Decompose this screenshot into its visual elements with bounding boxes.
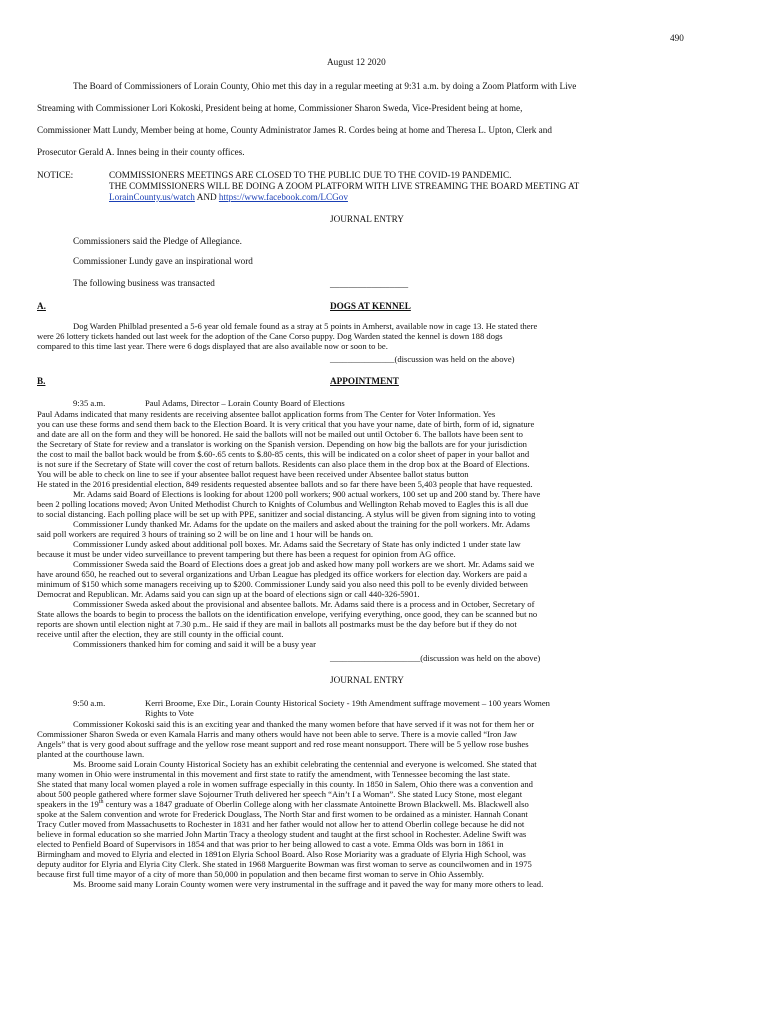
section-b-line: He stated in the 2016 presidential election, 849 residents requested absentee ballots and so far there have been 5,403 people that have requested. <box>37 479 533 489</box>
journal-entry-heading-2: JOURNAL ENTRY <box>330 675 404 685</box>
section-c-line: about 500 people gathered where former slave Sojourner Truth delivered her speech “Ain’t I a Woman”. She stated Lucy Stone, most elegant <box>37 789 523 799</box>
intro-line-3: Commissioner Matt Lundy, Member being at home, County Administrator James R. Cordes being at home and Theresa L. Upton, Clerk and <box>37 125 552 135</box>
notice-line-2: THE COMMISSIONERS WILL BE DOING A ZOOM PLATFORM WITH LIVE STREAMING THE BOARD MEETING AT <box>109 181 580 191</box>
section-c-speaker-line-2: Rights to Vote <box>145 708 194 718</box>
section-c-line: deputy auditor for Elyria and Elyria City Clerk. She stated in 1968 Marguerite Bowman was first woman to serve as councilwomen and in 1975 <box>37 859 532 869</box>
section-c-line: because first full time mayor of a city of more than 50,000 in population and then became first woman to serve in Ohio Assembly. <box>37 869 484 879</box>
business-line: The following business was transacted <box>73 278 215 288</box>
section-b-line: Mr. Adams said Board of Elections is looking for about 1200 poll workers; 900 actual workers, 100 set up and 200 stand by. There have <box>73 489 541 499</box>
facebook-link[interactable]: https://www.facebook.com/LCGov <box>218 192 348 202</box>
section-b-line: have around 650, he reached out to several organizations and Urban League has pledged its office workers for election day. Workers are paid a <box>37 569 528 579</box>
intro-line-1: The Board of Commissioners of Lorain County, Ohio met this day in a regular meeting at 9:31 a.m. by doing a Zoom Platform with Live <box>73 81 577 91</box>
section-c-line: Birmingham and moved to Elyria and elected in 1891on Elyria School Board. Also Rose Moriarity was a graduate of Elyria High School, was <box>37 849 526 859</box>
section-c-line-9-rest: century was a 1847 graduate of Oberlin College along with her classmate Antoinette Brown Blackwell. Ms. Blackwell also <box>103 799 529 809</box>
section-b-line: Commissioner Sweda asked about the provisional and absentee ballots. Mr. Adams said there is a process and in October, Secretary of <box>73 599 535 609</box>
business-rule: _________________ <box>330 279 409 289</box>
section-a-line: Dog Warden Philblad presented a 5-6 year old female found as a stray at 5 points in Amherst, available now in cage 13. He stated there <box>73 321 538 331</box>
pledge-line: Commissioners said the Pledge of Allegiance. <box>73 236 242 246</box>
superscript-th: th <box>98 799 104 806</box>
section-b-line: Commissioner Lundy asked about additional poll boxes. Mr. Adams said the Secretary of State has only indicted 1 under state law <box>73 539 521 549</box>
section-b-line: State allows the boards to begin to process the ballots on the identification envelope, verifying everything, once good, they can be scanned but no <box>37 609 538 619</box>
section-b-heading: APPOINTMENT <box>330 376 399 386</box>
section-b-line: and date are all on the form and they will be honored. He said the ballots will not be mailed out until October 6. The ballots have been sent to <box>37 429 523 439</box>
section-b-line: the Secretary of State for review and a translator is working on the Spanish version. Depending on how big the ballots are for your jurisdiction <box>37 439 527 449</box>
section-b-line: to social distancing. Each polling place will be set up with PPE, sanitizer and social distancing. A stylus will be given from signing into to voting <box>37 509 536 519</box>
section-b-line: receive until after the election, they are still county in the official count. <box>37 629 284 639</box>
notice-line-1: COMMISSIONERS MEETINGS ARE CLOSED TO THE PUBLIC DUE TO THE COVID-19 PANDEMIC. <box>109 170 512 180</box>
section-b-line: is not sure if the Secretary of State will cover the cost of return ballots. Residents can also place them in the drop box at the Board of Elections. <box>37 459 530 469</box>
section-c-line <box>37 799 684 809</box>
section-a-heading: DOGS AT KENNEL <box>330 301 411 311</box>
section-b-line: the cost to mail the ballot back would be from $.60-.65 cents to $.80-85 cents, this will be indicated on a color sheet of paper in your ballot and <box>37 449 530 459</box>
section-b-discussion: _____________________(discussion was held on the above) <box>330 653 541 663</box>
inspirational-line: Commissioner Lundy gave an inspirational word <box>73 256 253 266</box>
section-c-line: Ms. Broome said many Lorain County women were very instrumental in the suffrage and it paved the way for many more others to lead. <box>73 879 544 889</box>
section-b-line: Democrat and Republican. Mr. Adams said you can sign up at the board of elections sign or call 440-326-5901. <box>37 589 420 599</box>
section-b-line: reports are shown until election night at 7.30 p.m.. He said if they are mail in ballots all postmarks must be the day before but if they do not <box>37 619 517 629</box>
notice-and: AND <box>196 192 217 202</box>
section-b-line: You will be able to check on line to see if your absentee ballot request have been received under Absentee ballot status button <box>37 469 469 479</box>
section-a-line: were 26 lottery tickets handed out last week for the adoption of the Cane Corso puppy. Dog Warden stated the kennel is down 188 dogs <box>37 331 503 341</box>
section-c-time: 9:50 a.m. <box>73 698 106 708</box>
section-b-time: 9:35 a.m. <box>73 398 106 408</box>
section-c-line: Commissioner Kokoski said this is an exciting year and thanked the many women before that have served if it was not for them her or <box>73 719 535 729</box>
section-c-line: believe in formal education so she married John Martin Tracy a theology student and taught at the first school in Rochester. Adeline Swift was <box>37 829 527 839</box>
section-b-line: Commissioner Sweda said the Board of Elections does a great job and asked how many poll workers are we short. Mr. Adams said we <box>73 559 535 569</box>
section-b-line: Commissioner Lundy thanked Mr. Adams for the update on the mailers and asked about the training for the poll workers. Mr. Adams <box>73 519 530 529</box>
notice-label: NOTICE: <box>37 170 74 180</box>
section-c-line: She stated that many local women played a role in women suffrage especially in this county. In 1850 in Salem, Ohio there was a convention and <box>37 779 533 789</box>
section-b-line: because it must be under video surveillance to prevent tampering but there has been a request for opinion from AG office. <box>37 549 456 559</box>
section-b-line: been 2 polling locations moved; Avon United Methodist Church to Knights of Columbus and Wellington Rehab moved to Eagles this is all due <box>37 499 529 509</box>
journal-entry-heading-1: JOURNAL ENTRY <box>330 214 404 224</box>
page-number: 490 <box>670 33 684 43</box>
section-c-line: planted at the courthouse lawn. <box>37 749 145 759</box>
watch-link[interactable]: LorainCounty.us/watch <box>109 192 195 202</box>
section-c-line: elected to Penfield Board of Supervisors in 1854 and that was prior to her being allowed to cast a vote. Emma Olds was born in 1861 in <box>37 839 504 849</box>
section-b-speaker: Paul Adams, Director – Lorain County Board of Elections <box>145 398 345 408</box>
section-c-line: Commissioner Sharon Sweda or even Kamala Harris and many others would have not been able to serve. There is a movie called “Iron Jaw <box>37 729 517 739</box>
section-c-line: many women in Ohio were instrumental in this movement and first state to ratify the amendment, with Tennessee becoming the last state. <box>37 769 510 779</box>
section-b-line: said poll workers are required 3 hours of training so 2 will be on line and 1 hour will be hands on. <box>37 529 374 539</box>
section-b-line: Paul Adams indicated that many residents are receiving absentee ballot application forms from The Center for Voter Information. Yes <box>37 409 496 419</box>
section-a-letter: A. <box>37 301 46 311</box>
section-b-letter: B. <box>37 376 46 386</box>
section-b-line: you can use these forms and send them back to the Election Board. It is very critical that you have your name, date of birth, form of id, signature <box>37 419 535 429</box>
section-a-discussion: _______________(discussion was held on the above) <box>330 354 515 364</box>
intro-line-2: Streaming with Commissioner Lori Kokoski, President being at home, Commissioner Sharon Sweda, Vice-President being at home, <box>37 103 523 113</box>
meeting-date: August 12 2020 <box>327 57 386 67</box>
section-a-line: compared to this time last year. There were 6 dogs displayed that are also available now or soon to be. <box>37 341 388 351</box>
section-c-line-9-start: speakers in the 19 <box>37 799 99 809</box>
section-c-speaker-line-1: Kerri Broome, Exe Dir., Lorain County Historical Society - 19th Amendment suffrage movement – 100 years Women <box>145 698 550 708</box>
section-c-line: Angels” that is very good about suffrage and the yellow rose meant support and red rose meant nonsupport. There will be 5 yellow rose bushes <box>37 739 529 749</box>
intro-line-4: Prosecutor Gerald A. Innes being in their county offices. <box>37 147 245 157</box>
section-c-line: spoke at the Salem convention and wrote for Frederick Douglass, The North Star and first women to be ordained as a minister. Hannah Conant <box>37 809 528 819</box>
section-b-line: minimum of $150 which some managers receiving up to $200. Commissioner Lundy said you also need this poll to be evenly divided between <box>37 579 528 589</box>
notice-links <box>109 192 348 202</box>
section-b-line: Commissioners thanked him for coming and said it will be a busy year <box>73 639 316 649</box>
section-c-line: Tracy Cutler moved from Massachusetts to Rochester in 1831 and her father would not allow her to attend Oberlin college because he did not <box>37 819 525 829</box>
section-c-line: Ms. Broome said Lorain County Historical Society has an exhibit celebrating the centennial and everyone is welcomed. She stated that <box>73 759 537 769</box>
